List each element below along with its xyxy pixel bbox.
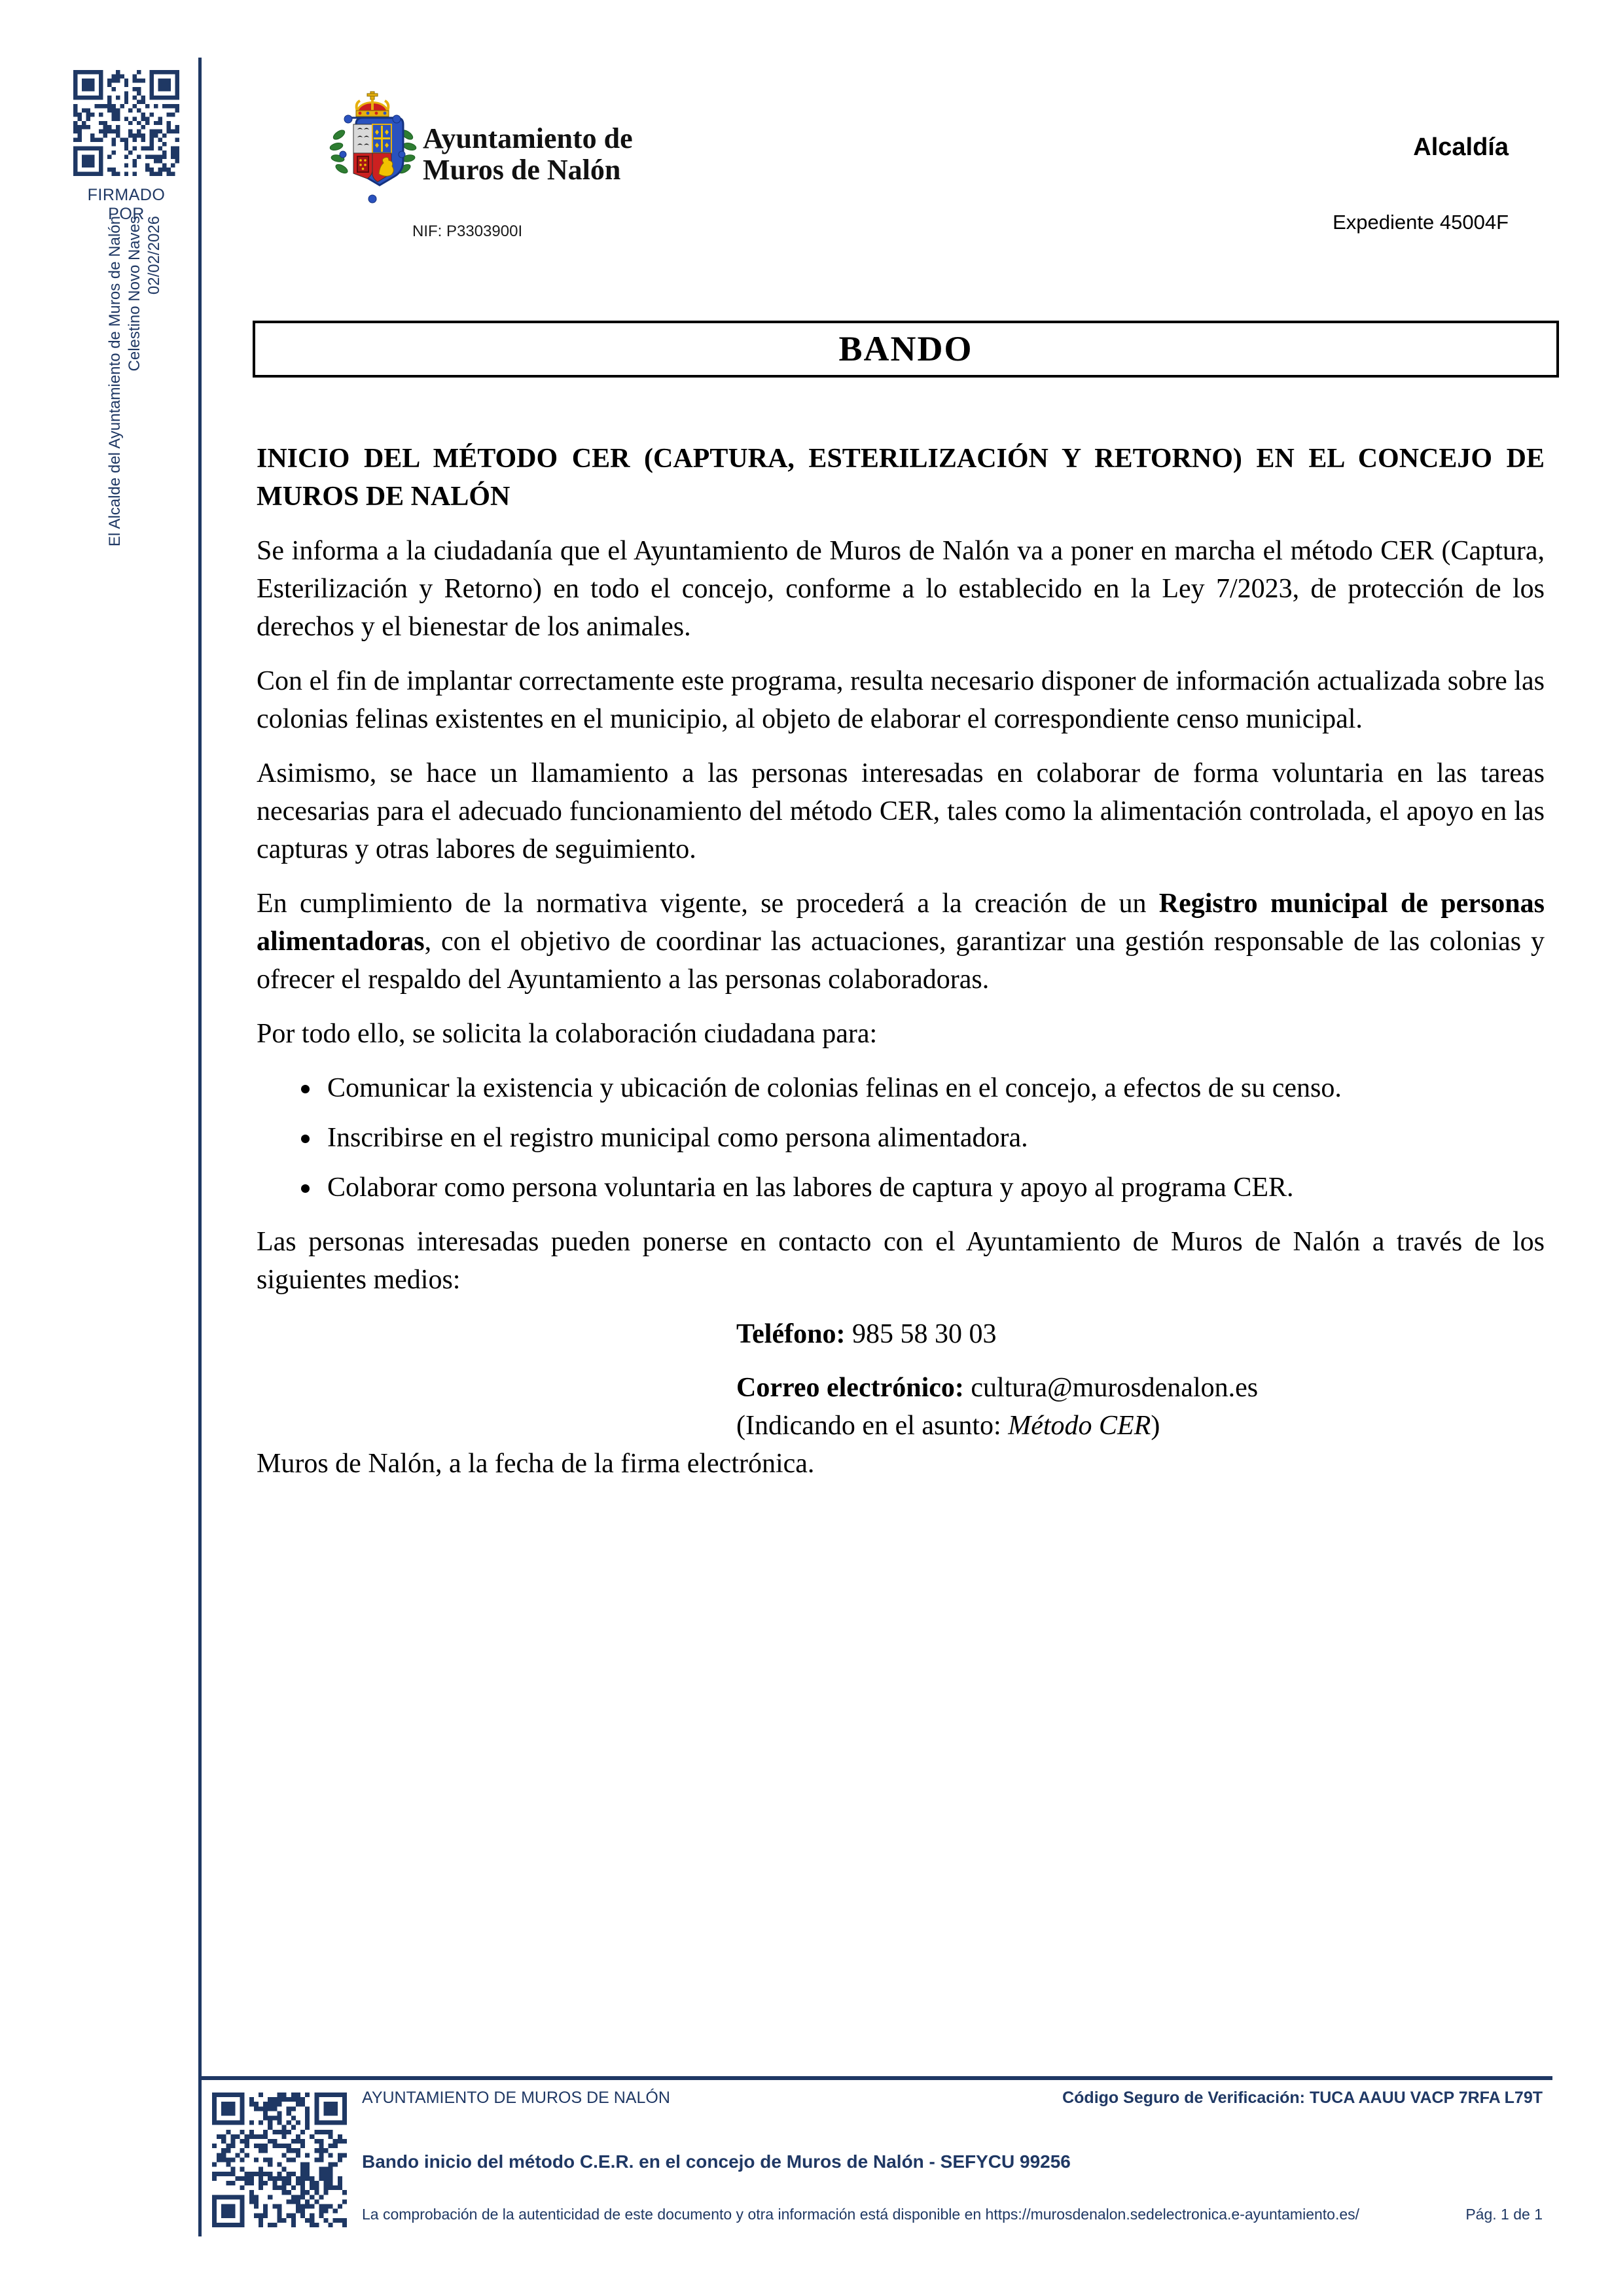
nif-label: NIF: P3303900I [412,222,523,240]
paragraph-5: Por todo ello, se solicita la colaboración ciudadana para: [257,1019,878,1049]
phone-label: Teléfono: [736,1319,846,1349]
signature-stamp [105,216,166,556]
expediente-label: Expediente 45004F [1333,211,1509,234]
subject-pre: (Indicando en el asunto: [736,1411,1009,1441]
document-title-box: BANDO [253,321,1559,378]
department-label: Alcaldía [1413,133,1509,161]
document-body [257,440,1545,1499]
subject-post: ) [1151,1411,1160,1441]
list-item [257,1169,1545,1207]
subject-italic: Método CER [1008,1411,1151,1441]
email-label: Correo electrónico: [736,1373,964,1403]
bullet-list [257,1069,1545,1207]
signature-date: 02/02/2026 [145,216,163,295]
footer-document-title: Bando inicio del método C.E.R. en el concejo de Muros de Nalón - SEFYCU 99256 [362,2151,1071,2172]
paragraph-4 [257,885,1545,998]
footer-divider-line [198,2076,1552,2080]
footer-qr-code [212,2093,347,2227]
list-item [257,1069,1545,1107]
phone-value: 985 58 30 03 [851,1319,997,1349]
paragraph-3: Asimismo, se hace un llamamiento a las personas interesadas en colaborar de forma voluntaria en las tareas necesarias para el adecuado funcionamiento del método CER, tales como la alimentación controlada, el apoyo en las capturas y otras labores de seguimiento. [257,758,1545,864]
signature-qr-code [73,70,179,176]
organization-name-line1: Ayuntamiento de [423,122,633,154]
signer-name: Celestino Novo Naves [126,216,143,372]
phone-line [736,1315,1545,1353]
paragraph-4-bold: Registro municipal de personas alimentadoras [257,889,1545,957]
firmado-por-label: FIRMADO POR [87,186,166,223]
email-value: cultura@murosdenalon.es [971,1373,1259,1403]
organization-name [423,123,633,186]
footer-organization: AYUNTAMIENTO DE MUROS DE NALÓN [362,2089,670,2107]
paragraph-1: Se informa a la ciudadanía que el Ayuntamiento de Muros de Nalón va a poner en marcha el método CER (Captura, Esterilización y Retorno) en todo el concejo, conforme a lo establecido en la Ley 7/2023, de protección de los derechos y el bienestar de los animales. [257,536,1545,642]
bullet-1-text: Comunicar la existencia y ubicación de colonias felinas en el concejo, a efectos de su censo. [327,1073,1342,1103]
signer-role: El Alcalde del Ayuntamiento de Muros de Nalón [106,216,124,547]
page-indicator: Pág. 1 de 1 [1465,2206,1543,2223]
stamp-divider-line [198,58,202,2236]
closing-line: Muros de Nalón, a la fecha de la firma electrónica. [257,1449,815,1479]
subject-line [736,1407,1545,1445]
contact-block [736,1315,1545,1445]
paragraph-4-pre: En cumplimiento de la normativa vigente, se procederá a la creación de un [257,889,1159,919]
list-item [257,1119,1545,1157]
bullet-3-text: Colaborar como persona voluntaria en las labores de captura y apoyo al programa CER. [327,1173,1294,1203]
paragraph-2: Con el fin de implantar correctamente este programa, resulta necesario disponer de información actualizada sobre las colonias felinas existentes en el municipio, al objeto de elaborar el correspondiente censo municipal. [257,666,1545,734]
email-line [736,1369,1545,1407]
footer-verification-code: Código Seguro de Verificación: TUCA AAUU VACP 7RFA L79T [1062,2089,1543,2107]
paragraph-4-post: , con el objetivo de coordinar las actuaciones, garantizar una gestión responsable de las colonias y ofrecer el respaldo del Ayuntamiento a las personas colaboradoras. [257,927,1545,995]
coat-of-arms-logo [327,89,419,203]
footer-verification-note: La comprobación de la autenticidad de este documento y otra información está disponible en https://murosdenalon.sedelectronica.e-ayuntamiento.es/ [362,2206,1360,2223]
document-heading: INICIO DEL MÉTODO CER (CAPTURA, ESTERILIZACIÓN Y RETORNO) EN EL CONCEJO DE MUROS DE NALÓN [257,444,1545,512]
paragraph-6: Las personas interesadas pueden ponerse en contacto con el Ayuntamiento de Muros de Nalón a través de los siguientes medios: [257,1227,1545,1295]
organization-name-line2: Muros de Nalón [423,154,621,186]
bullet-2-text: Inscribirse en el registro municipal como persona alimentadora. [327,1123,1028,1153]
